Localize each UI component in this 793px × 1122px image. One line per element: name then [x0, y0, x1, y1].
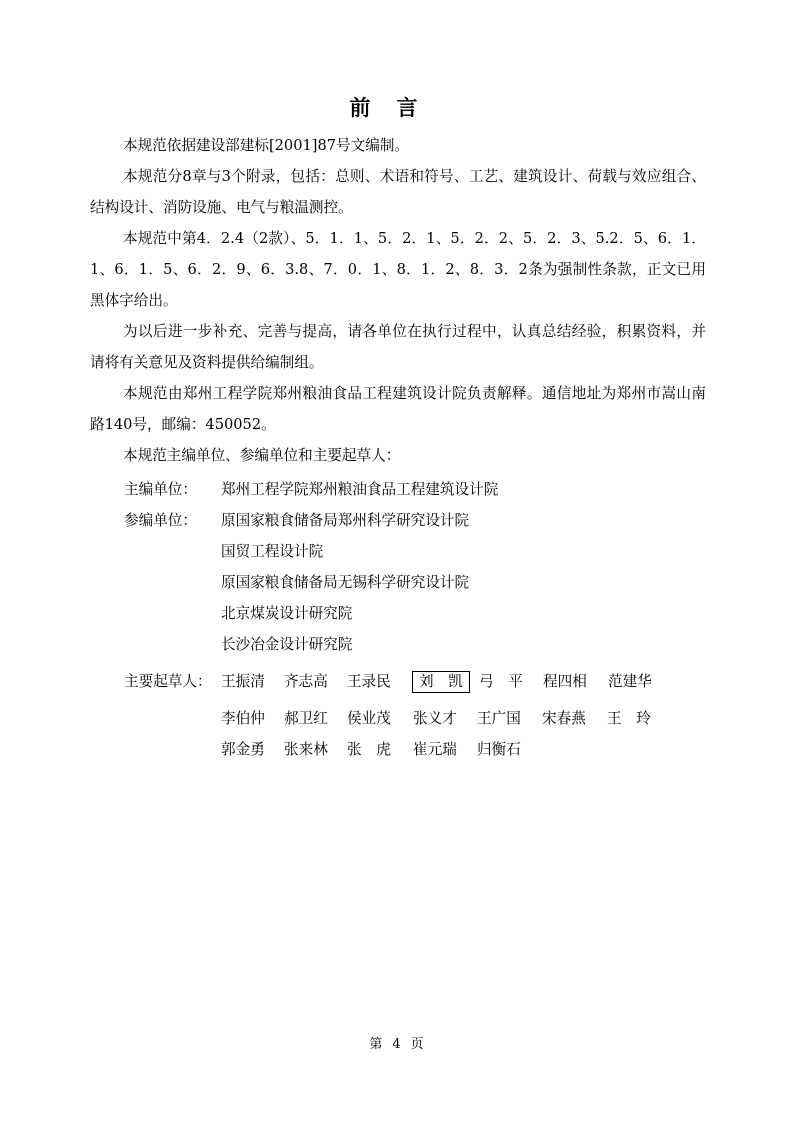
drafter-name: 范建华 [608, 673, 652, 690]
paragraph-feedback: 为以后进一步补充、完善与提高，请各单位在执行过程中，认真总结经验，积累资料，并请将有关意见及资料提供给编制组。 [90, 323, 706, 371]
participant-unit: 原国家粮食储备局无锡科学研究设计院 [221, 574, 470, 591]
chief-editor-unit: 郑州工程学院郑州粮油食品工程建筑设计院 [221, 481, 499, 498]
drafter-name: 郭金勇 [221, 741, 265, 758]
page-number-footer [0, 1035, 793, 1055]
page-number: 4 [392, 1037, 401, 1052]
drafter-name: 归衡石 [477, 741, 521, 758]
drafter-name: 侯业茂 [347, 710, 391, 727]
paragraph-contents: 本规范分8章与3个附录，包括：总则、术语和符号、工艺、建筑设计、荷载与效应组合、结构设计、消防设施、电气与粮温测控。 [90, 168, 706, 216]
paragraph-mandatory-clauses: 本规范中第4．2.4（2款）、5．1．1、5．2．1、5．2．2、5．2．3、5.2．5、6．1．1、6．1．5、6．2．9、6．3.8、7．0．1、8．1．2、8．3．2条为强制性条款，正文已用黑体字给出。 [90, 230, 706, 309]
drafter-name: 张义才 [413, 710, 457, 727]
drafter-name: 郝卫红 [284, 710, 328, 727]
participants-label: 参编单位： [124, 512, 197, 529]
paragraph-basis: 本规范依据建设部建标[2001]87号文编制。 [123, 137, 410, 154]
participant-unit: 长沙冶金设计研究院 [221, 636, 353, 653]
drafter-name: 王 玲 [607, 710, 651, 727]
drafters-label: 主要起草人： [124, 673, 212, 690]
drafter-name: 张 虎 [347, 741, 391, 758]
participant-unit: 原国家粮食储备局郑州科学研究设计院 [221, 512, 470, 529]
drafter-name-boxed: 刘 凯 [412, 671, 470, 693]
drafter-name: 王广国 [477, 710, 521, 727]
drafter-name: 李伯仲 [221, 710, 265, 727]
drafter-name: 王录民 [347, 673, 391, 690]
page-title: 前言 [349, 96, 444, 120]
page-number-suffix: 页 [410, 1037, 424, 1052]
drafter-name: 宋春燕 [542, 710, 586, 727]
paragraph-interpretation: 本规范由郑州工程学院郑州粮油食品工程建筑设计院负责解释。通信地址为郑州市嵩山南路140号，邮编：450052。 [90, 385, 706, 433]
chief-editor-label: 主编单位： [124, 481, 197, 498]
drafter-name: 张来林 [284, 741, 328, 758]
drafter-name: 齐志高 [284, 673, 328, 690]
page-number-prefix: 第 [369, 1037, 383, 1052]
participant-unit: 北京煤炭设计研究院 [221, 605, 353, 622]
drafter-name: 程四相 [543, 673, 587, 690]
drafter-name: 王振清 [221, 673, 265, 690]
participant-unit: 国贸工程设计院 [221, 543, 324, 560]
drafter-name: 崔元瑞 [413, 741, 457, 758]
drafter-name: 弓 平 [479, 673, 523, 690]
paragraph-units-intro: 本规范主编单位、参编单位和主要起草人： [123, 447, 401, 464]
